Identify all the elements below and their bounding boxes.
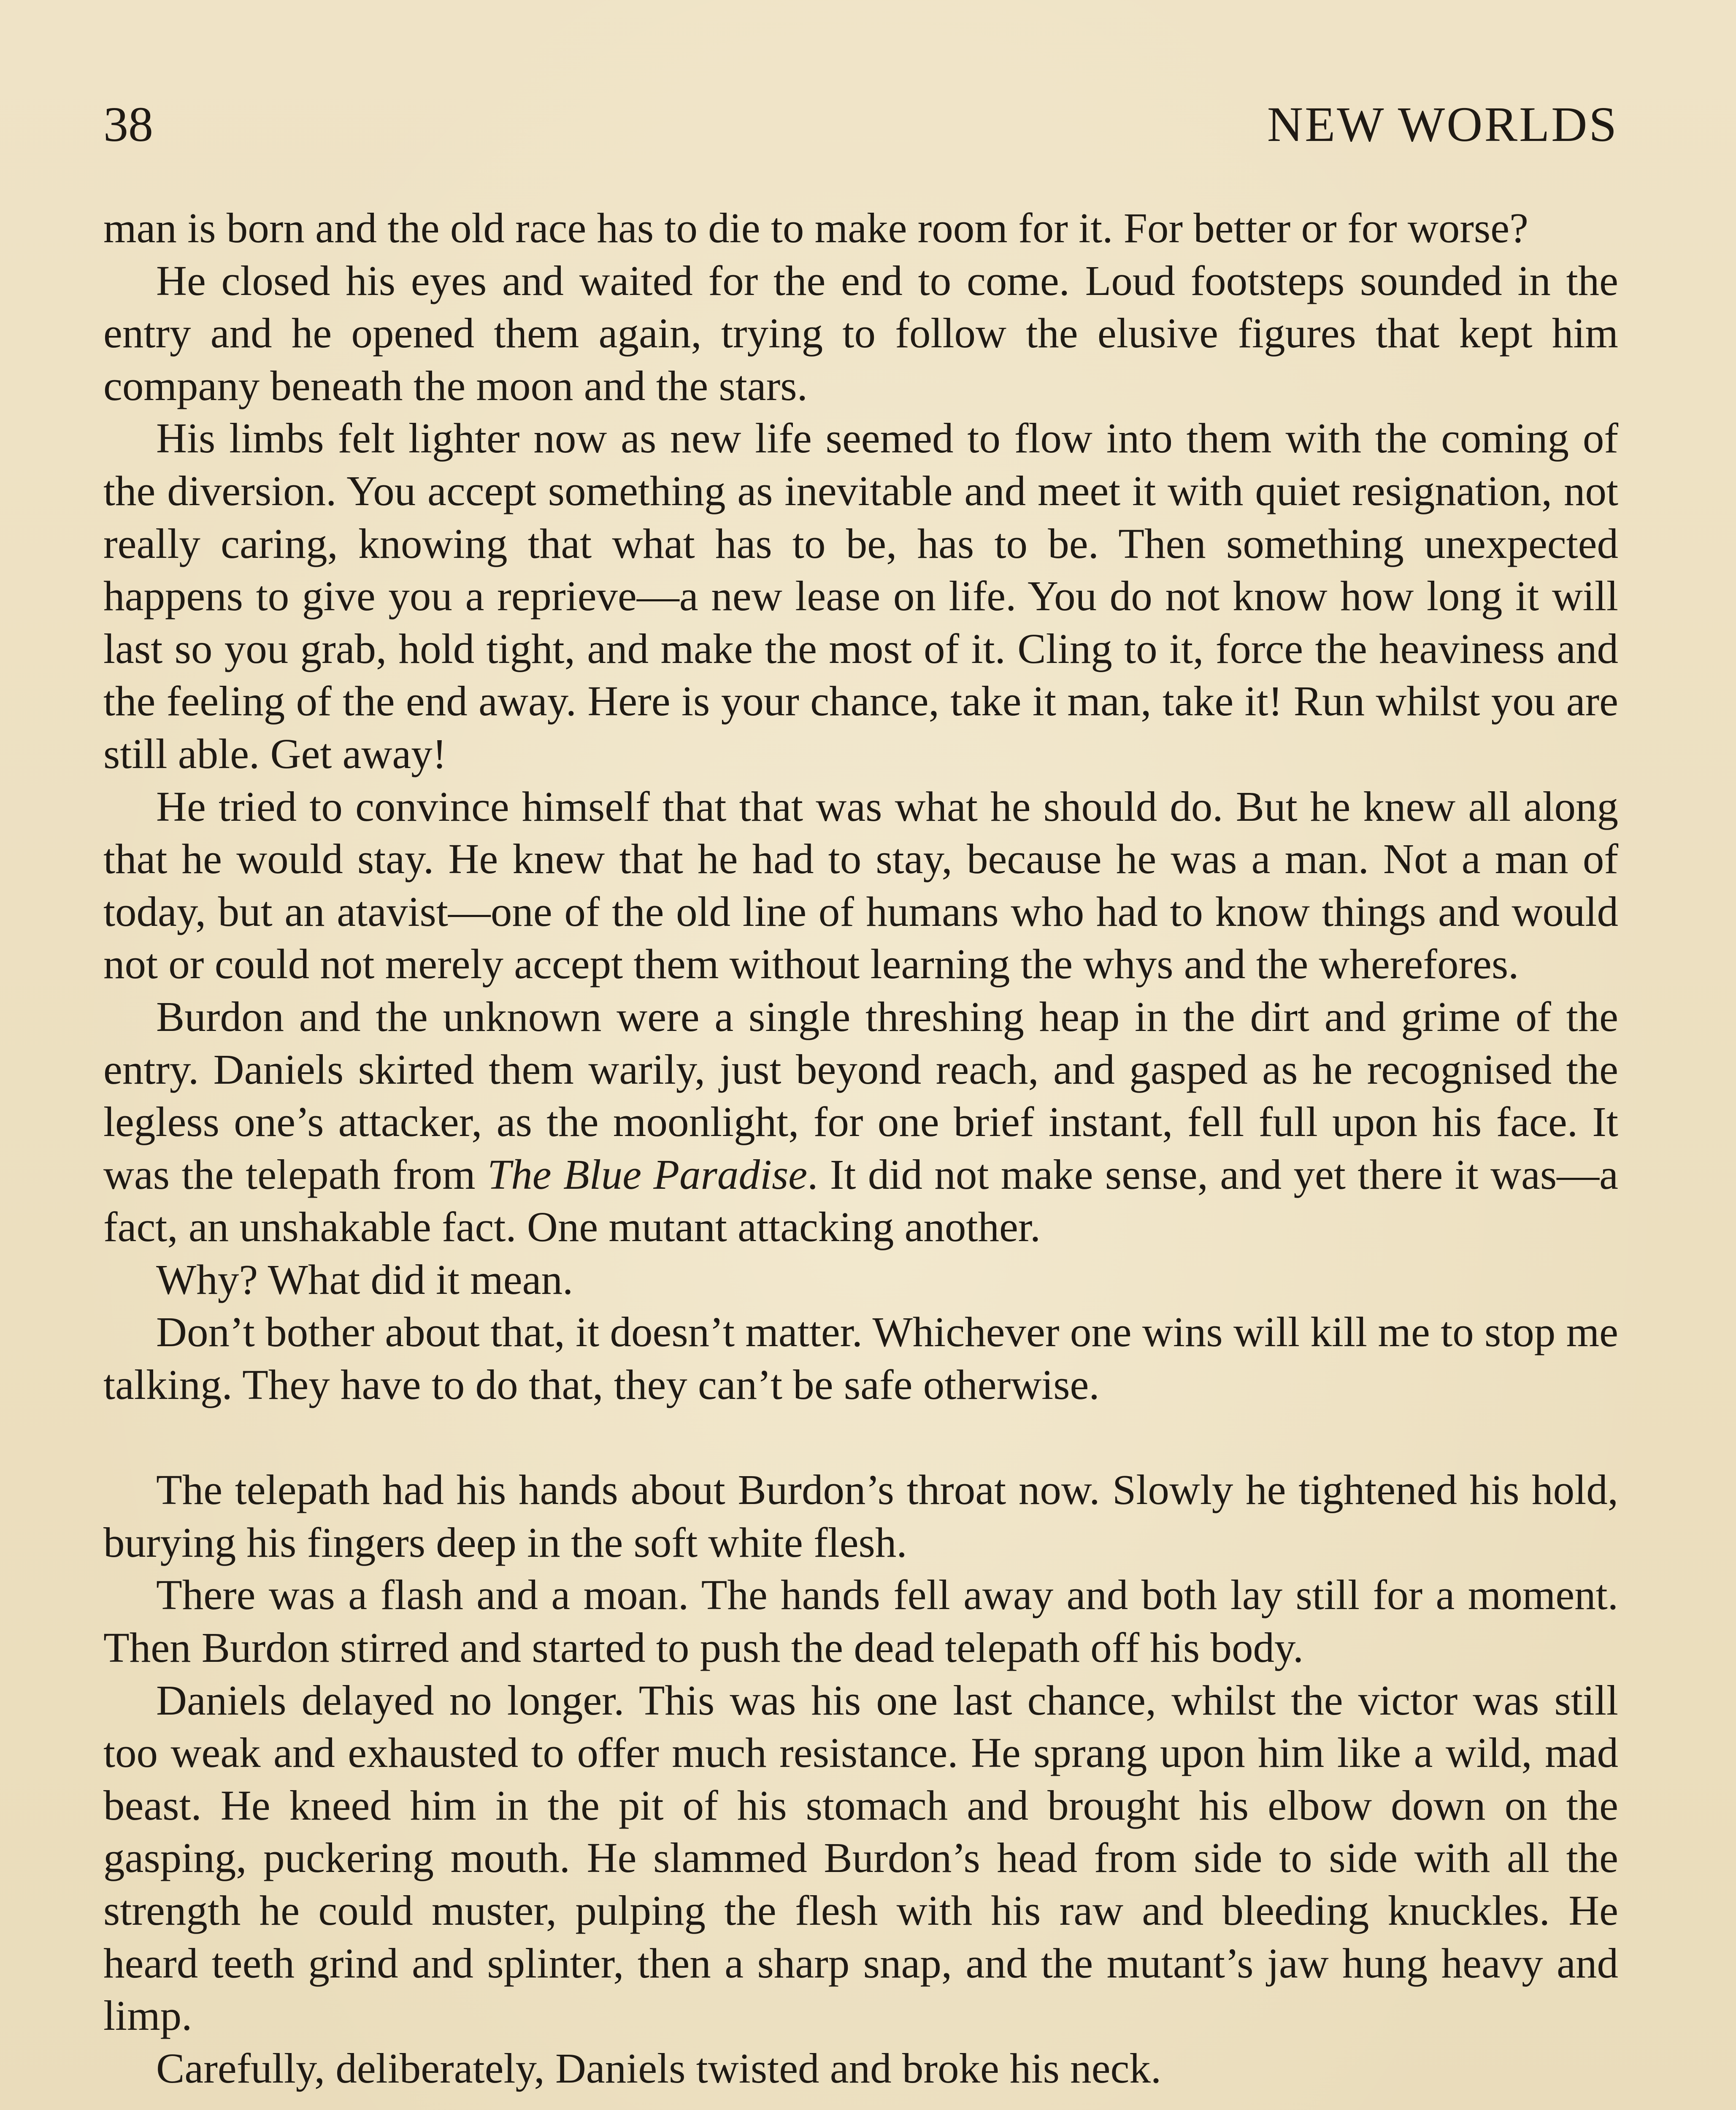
paragraph: He tried to convince himself that that was what he should do. But he knew all along that he would stay. He knew that he had to stay, because he was a man. Not a man of today, but an atavist—one of the old line of humans who had to know things and would not or could not merely accept them without learning the whys and the wherefores. xyxy=(103,782,1618,988)
page-header xyxy=(103,89,1618,160)
paragraph: Daniels delayed no longer. This was his one last chance, whilst the victor was still too weak and exhausted to offer much resistance. He sprang upon him like a wild, mad beast. He kneed him in the pit of his stomach and brought his elbow down on the gasping, puckering mouth. He slammed Burdon’s head from side to side with all the strength he could muster, pulping the flesh with his raw and bleeding knuckles. He heard teeth grind and splinter, then a sharp snap, and the mutant’s jaw hung heavy and limp. xyxy=(103,1676,1618,2040)
page-number: 38 xyxy=(103,97,153,152)
paragraph: There was a flash and a moan. The hands fell away and both lay still for a moment. Then Burdon stirred and started to push the dead telepath off his body. xyxy=(103,1571,1618,1672)
paragraph: Carefully, deliberately, Daniels twisted and broke his neck. xyxy=(156,2044,1162,2092)
paragraph: He closed his eyes and waited for the end to come. Loud footsteps sounded in the entry and he opened them again, trying to follow the elusive figures that kept him company beneath the moon and the stars. xyxy=(103,257,1618,409)
running-head: NEW WORLDS xyxy=(1267,97,1618,152)
paragraph: man is born and the old race has to die to make room for it. For better or for worse? xyxy=(103,204,1528,252)
paragraph-text: Burdon and the unknown were a single threshing heap in the dirt and grime of the entry. Daniels skirted them warily, just beyond reach, and gasped as he recognised the legless one’s attacker, as the moonlight, for one brief instant, fell full upon his face. It was the telepath from xyxy=(103,993,1618,1198)
story-text xyxy=(103,202,1618,2094)
italic-title: The Blue Paradise xyxy=(487,1150,808,1198)
paragraph xyxy=(103,990,1618,1253)
paragraph-text: . It did not make sense, and yet there it was—a fact, an unshakable fact. One mutant attacking another. xyxy=(103,1150,1618,1251)
paragraph: Don’t bother about that, it doesn’t matter. Whichever one wins will kill me to stop me talking. They have to do that, they can’t be safe otherwise. xyxy=(103,1308,1618,1409)
paragraph: His limbs felt lighter now as new life seemed to flow into them with the coming of the diversion. You accept something as inevitable and meet it with quiet resignation, not really caring, knowing that what has to be, has to be. Then something unexpected happens to give you a reprieve—a new lease on life. You do not know how long it will last so you grab, hold tight, and make the most of it. Cling to it, force the heaviness and the feeling of the end away. Here is your chance, take it man, take it! Run whilst you are still able. Get away! xyxy=(103,414,1618,777)
paragraph: The telepath had his hands about Burdon’s throat now. Slowly he tightened his hold, burying his fingers deep in the soft white flesh. xyxy=(103,1466,1618,1566)
paragraph: Why? What did it mean. xyxy=(156,1255,573,1303)
